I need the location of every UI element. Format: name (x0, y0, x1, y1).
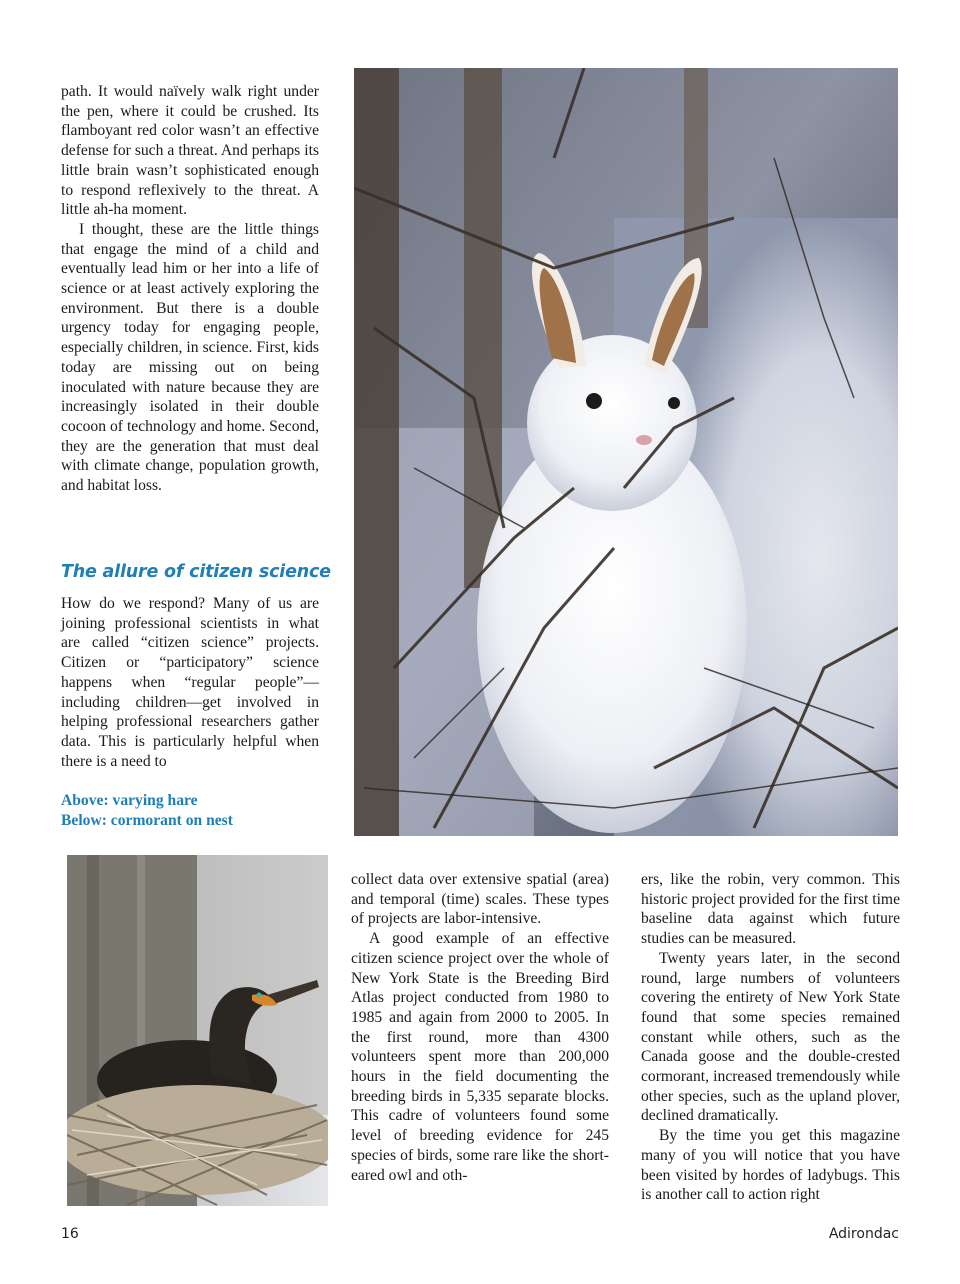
photo-captions (61, 791, 321, 831)
article-paragraph: I thought, these are the little things that engage the mind of a child and eventually lead him or her into a life of science or at least actively exploring the environment. But there is a double urgency today for engaging people, especially children, in science. First, kids today are missing out on being inoculated with nature because they are increasingly isolated in their double cocoon of technology and home. Second, they are the generation that must deal with climate change, population growth, and habitat loss. (61, 220, 319, 495)
article-paragraph: Twenty years later, in the second round, large numbers of volunteers covering the entirety of New York State found that some species remained constant while others, such as the Canada goose and the double-crested cormorant, increased tremendously while other species, such as the upland plover, declined dramatically. (641, 949, 900, 1125)
cormorant-illustration (67, 855, 328, 1206)
article-column-section (61, 594, 319, 771)
caption-above: Above: varying hare (61, 792, 198, 809)
article-paragraph: A good example of an effective citizen science project over the whole of New York State is the Breeding Bird Atlas project conducted from 1980 to 1985 and again from 2000 to 2005. In the first round, more than 4300 volunteers spent more than 200,000 hours in the field documenting the breeding birds in 5,335 separate blocks. This cadre of volunteers found some level of breeding evidence for 245 species of birds, some rare like the short-eared owl and oth- (351, 930, 609, 1184)
article-paragraph: path. It would naïvely walk right under the pen, where it could be crushed. Its flamboyant red color wasn’t an effective defense for such a threat. And perhaps its little brain wasn’t sophisticated enough to respond reflexively to the threat. A little ah-ha moment. (61, 83, 319, 219)
article-paragraph: collect data over extensive spatial (area) and temporal (time) scales. These types of projects are labor-intensive. (351, 871, 609, 928)
hare-illustration (354, 68, 898, 836)
article-column-bottom-middle (351, 870, 609, 1185)
caption-below: Below: cormorant on nest (61, 812, 233, 829)
hare-photo (354, 68, 898, 836)
cormorant-photo (67, 855, 328, 1206)
magazine-name: Adirondac (828, 1226, 899, 1242)
article-column-top-left (61, 82, 319, 496)
section-heading: The allure of citizen science (61, 562, 331, 582)
article-paragraph: ers, like the robin, very common. This historic project provided for the first time baseline data against which future studies can be measured. (641, 871, 900, 948)
article-column-bottom-right (641, 870, 900, 1205)
article-paragraph: How do we respond? Many of us are joining professional scientists in what are called “citizen science” projects. Citizen or “participatory” science happens when “regular people”—including children—get involved in helping professional researchers gather data. This is particularly helpful when there is a need to (61, 595, 319, 770)
page-number: 16 (61, 1226, 79, 1242)
article-paragraph: By the time you get this magazine many of you will notice that you have been visited by hordes of ladybugs. This is another call to action right (641, 1127, 900, 1204)
